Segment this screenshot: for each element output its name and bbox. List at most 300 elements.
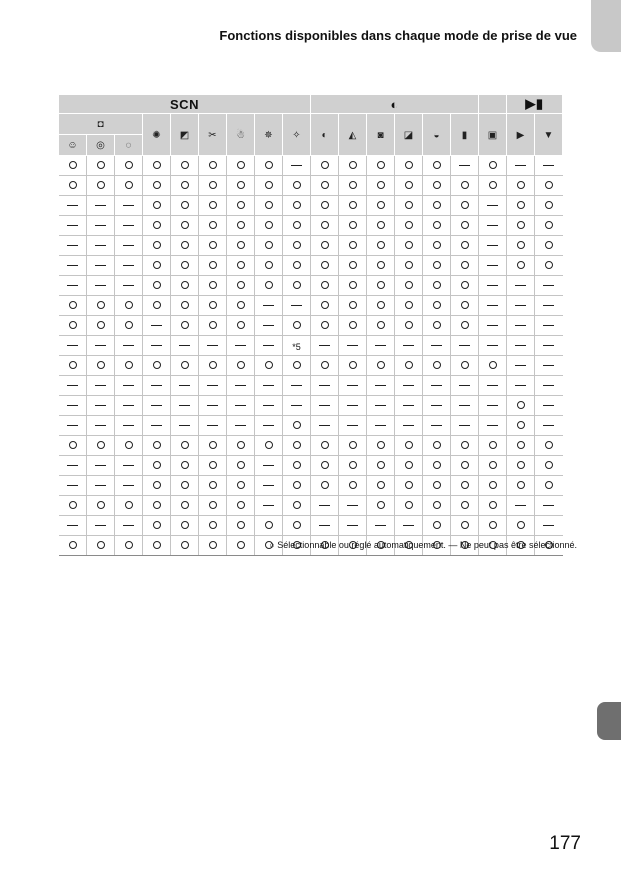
table-cell [367,256,395,276]
available-mark [349,221,357,229]
table-cell [479,296,507,316]
available-mark [293,241,301,249]
table-cell [283,156,311,176]
available-mark [489,461,497,469]
table-row [59,416,563,436]
table-row [59,316,563,336]
table-cell [423,456,451,476]
table-cell [255,216,283,236]
table-cell [283,356,311,376]
available-mark [237,161,245,169]
available-mark [321,261,329,269]
table-cell [171,476,199,496]
available-mark [293,501,301,509]
table-cell [367,416,395,436]
table-cell [87,256,115,276]
table-cell [395,256,423,276]
table-cell [227,516,255,536]
available-mark [209,281,217,289]
available-mark [433,301,441,309]
available-mark [237,301,245,309]
table-cell [535,396,563,416]
table-cell [367,176,395,196]
unavailable-mark [179,405,190,406]
table-cell [227,476,255,496]
unavailable-mark [67,405,78,406]
table-cell [115,336,143,356]
table-cell [255,176,283,196]
unavailable-mark [95,405,106,406]
unavailable-mark [515,305,526,306]
unavailable-mark [123,205,134,206]
available-mark [181,261,189,269]
table-cell [283,436,311,456]
table-cell [255,236,283,256]
table-cell [535,176,563,196]
highlight-icon: ▣ [487,129,498,141]
table-cell [255,496,283,516]
table-cell [395,456,423,476]
table-cell [395,336,423,356]
chapter-tab-top [591,0,621,52]
available-mark [461,481,469,489]
table-cell [367,316,395,336]
table-cell [283,336,311,356]
header-cell [255,114,283,156]
header-cell [283,114,311,156]
available-mark [69,441,77,449]
table-cell [227,296,255,316]
table-cell [423,516,451,536]
table-cell [59,416,87,436]
header-cell [59,135,87,156]
table-cell [395,516,423,536]
available-mark [153,501,161,509]
table-cell [395,376,423,396]
unavailable-mark [95,525,106,526]
available-mark [265,521,273,529]
available-mark [153,241,161,249]
table-cell [395,396,423,416]
unavailable-mark [543,525,554,526]
available-mark [461,201,469,209]
unavailable-mark [67,265,78,266]
available-mark [237,321,245,329]
table-cell [283,516,311,536]
table-cell [199,336,227,356]
table-cell [59,356,87,376]
table-cell [199,536,227,556]
unavailable-mark [179,425,190,426]
available-mark [209,461,217,469]
table-cell [423,336,451,356]
unavailable-mark [403,385,414,386]
table-cell [171,396,199,416]
movie-icon-1: ▶ [516,129,525,141]
unavailable-mark [67,525,78,526]
table-cell [367,476,395,496]
table-cell [227,336,255,356]
table-cell [479,456,507,476]
table-cell [535,376,563,396]
table-cell [255,476,283,496]
available-mark [349,321,357,329]
available-mark [209,301,217,309]
table-cell [199,216,227,236]
available-mark [293,321,301,329]
scene-icon-12: ▮ [461,129,468,141]
table-cell [339,256,367,276]
unavailable-mark [207,345,218,346]
table-cell [87,456,115,476]
unavailable-mark [67,485,78,486]
table-cell [115,276,143,296]
available-mark [181,481,189,489]
table-cell [227,416,255,436]
header-cell [451,114,479,156]
unavailable-mark [543,305,554,306]
available-mark [153,361,161,369]
unavailable-mark [123,225,134,226]
available-mark [97,181,105,189]
unavailable-mark [319,385,330,386]
table-cell [59,316,87,336]
unavailable-mark [263,385,274,386]
table-cell [227,496,255,516]
available-mark [433,181,441,189]
table-cell [87,516,115,536]
group-creative-filters: ◐ [311,95,479,114]
table-cell [451,396,479,416]
available-mark [545,461,553,469]
unavailable-mark [487,425,498,426]
unavailable-mark [375,425,386,426]
table-cell [199,316,227,336]
table-row [59,336,563,356]
table-cell [479,276,507,296]
unavailable-mark [179,345,190,346]
available-mark [321,441,329,449]
table-cell [143,196,171,216]
table-cell [367,456,395,476]
header-cell [507,114,535,156]
unavailable-mark [123,265,134,266]
unavailable-mark [543,365,554,366]
available-mark [69,361,77,369]
table-cell [199,436,227,456]
table-cell [199,476,227,496]
table-cell [395,436,423,456]
table-cell [395,476,423,496]
wink-icon: ◎ [96,140,105,151]
table-cell [507,416,535,436]
table-cell [423,156,451,176]
unavailable-mark [235,345,246,346]
table-cell [227,236,255,256]
unavailable-mark [67,385,78,386]
table-cell [199,236,227,256]
table-cell [507,316,535,336]
table-cell [199,256,227,276]
unavailable-mark [291,165,302,166]
table-cell [143,516,171,536]
table-cell [395,216,423,236]
table-cell [59,336,87,356]
table-cell [311,376,339,396]
scene-icon-3: ✂ [208,129,217,141]
table-cell [479,336,507,356]
unavailable-mark [123,465,134,466]
header-cell [115,135,143,156]
unavailable-mark [543,385,554,386]
table-cell [87,436,115,456]
table-cell [507,296,535,316]
footnote-mark: *5 [292,341,301,352]
available-mark [517,201,525,209]
available-mark [545,181,553,189]
available-mark [349,161,357,169]
table-cell [87,536,115,556]
table-cell [227,316,255,336]
available-mark [489,441,497,449]
available-mark [321,321,329,329]
header-cell [143,114,171,156]
table-cell [339,276,367,296]
table-cell [59,176,87,196]
available-mark [377,261,385,269]
unavailable-mark [347,525,358,526]
header-cell [87,135,115,156]
available-mark [181,201,189,209]
table-cell [171,516,199,536]
available-mark [209,201,217,209]
unavailable-mark [151,345,162,346]
table-cell [339,496,367,516]
unavailable-mark [515,365,526,366]
available-mark [377,501,385,509]
table-cell [479,196,507,216]
available-mark [237,521,245,529]
table-cell [115,156,143,176]
scene-icon-9: ◙ [377,129,384,141]
table-cell [395,296,423,316]
table-cell [171,336,199,356]
table-cell [143,376,171,396]
table-cell [143,176,171,196]
unavailable-mark [375,525,386,526]
table-cell [115,396,143,416]
table-cell [283,196,311,216]
table-cell [171,416,199,436]
scene-icon-10: ◪ [403,129,414,141]
table-cell [87,296,115,316]
available-mark [153,281,161,289]
table-cell [507,176,535,196]
table-cell [115,496,143,516]
table-cell [311,196,339,216]
face-self-timer-icon: ◌ [125,140,132,151]
table-cell [423,196,451,216]
available-mark [377,221,385,229]
table-cell [395,356,423,376]
unavailable-mark [95,225,106,226]
available-mark [125,181,133,189]
available-mark [209,181,217,189]
table-cell [227,396,255,416]
table-cell [395,496,423,516]
unavailable-mark [235,385,246,386]
available-mark [265,261,273,269]
table-cell [535,436,563,456]
table-cell [59,396,87,416]
table-cell [507,256,535,276]
available-mark [125,361,133,369]
unavailable-mark [123,405,134,406]
table-row [59,516,563,536]
available-mark [433,321,441,329]
table-cell [255,256,283,276]
table-cell [255,516,283,536]
table-cell [115,536,143,556]
unavailable-mark [95,205,106,206]
table-cell [199,396,227,416]
available-mark [349,241,357,249]
table-cell [367,376,395,396]
unavailable-mark [347,385,358,386]
table-cell [479,236,507,256]
available-mark [321,201,329,209]
available-mark [517,421,525,429]
unavailable-mark [347,505,358,506]
table-cell [507,496,535,516]
table-cell [227,176,255,196]
table-cell [479,356,507,376]
table-cell [451,176,479,196]
table-cell [115,476,143,496]
table-cell [283,256,311,276]
table-cell [115,456,143,476]
unavailable-mark [487,225,498,226]
table-cell [87,316,115,336]
available-mark [265,161,273,169]
table-cell [423,256,451,276]
available-mark [321,481,329,489]
table-cell [115,296,143,316]
smile-icon: ☺ [67,140,78,151]
unavailable-mark [515,325,526,326]
unavailable-mark [487,285,498,286]
chapter-tab-side [597,702,621,740]
table-cell [199,196,227,216]
available-mark [489,501,497,509]
available-mark [433,441,441,449]
scene-icon-2: ◩ [179,129,190,141]
unavailable-mark [515,505,526,506]
table-cell [507,156,535,176]
table-cell [367,276,395,296]
unavailable-mark [263,425,274,426]
unavailable-mark [235,405,246,406]
table-cell [479,156,507,176]
unavailable-mark [123,425,134,426]
table-cell [367,516,395,536]
unavailable-mark [263,485,274,486]
table-cell [423,236,451,256]
table-cell [171,296,199,316]
table-cell [143,396,171,416]
group-movie: ▶▮ [507,95,563,114]
available-mark [405,481,413,489]
available-mark [321,281,329,289]
table-cell [199,276,227,296]
table-cell [171,276,199,296]
available-mark [181,541,189,549]
available-mark [517,461,525,469]
available-mark [321,221,329,229]
available-mark [377,321,385,329]
table-cell [87,416,115,436]
table-cell [115,196,143,216]
available-mark [153,181,161,189]
table-cell [255,336,283,356]
available-mark [209,221,217,229]
unavailable-mark [543,165,554,166]
table-cell [479,436,507,456]
table-cell [535,156,563,176]
table-cell [367,436,395,456]
table-cell [199,356,227,376]
table-cell [255,416,283,436]
unavailable-mark [207,405,218,406]
unavailable-mark [431,425,442,426]
table-cell [311,316,339,336]
available-mark [545,241,553,249]
available-mark [265,201,273,209]
table-cell [59,536,87,556]
available-mark [265,221,273,229]
table-cell [171,216,199,236]
unavailable-mark [459,405,470,406]
table-cell [423,276,451,296]
table-cell [507,336,535,356]
table-row [59,476,563,496]
available-mark [405,321,413,329]
table-cell [423,296,451,316]
available-mark [517,521,525,529]
table-cell [255,296,283,316]
available-mark [433,481,441,489]
available-mark [97,161,105,169]
unavailable-mark [95,385,106,386]
table-cell [395,416,423,436]
table-cell [59,256,87,276]
table-cell [311,436,339,456]
unavailable-mark [487,405,498,406]
available-mark [153,161,161,169]
table-cell [367,496,395,516]
scene-icon-4: ☃ [236,129,245,141]
available-mark [209,241,217,249]
available-mark [209,541,217,549]
table-cell [507,196,535,216]
unavailable-mark [67,465,78,466]
available-mark [321,301,329,309]
table-cell [283,416,311,436]
unavailable-mark [179,385,190,386]
table-cell [367,396,395,416]
table-cell [367,216,395,236]
available-mark [377,181,385,189]
